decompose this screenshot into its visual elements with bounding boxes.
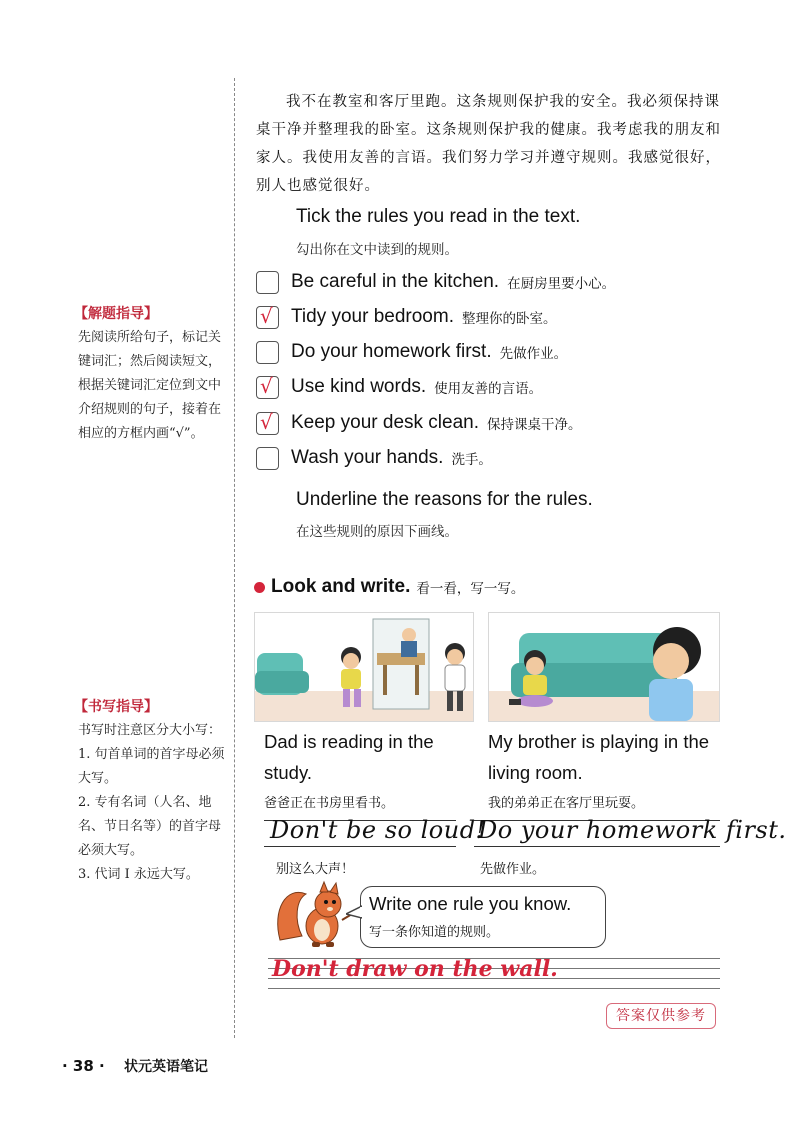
rule-en: Wash your hands. — [291, 447, 444, 468]
tick-mark: √ — [260, 409, 273, 434]
writing-intro: 书写时注意区分大小写： — [78, 723, 222, 738]
rule-cn: 先做作业。 — [499, 346, 568, 362]
writing-line — [474, 846, 720, 847]
underline-instruction-en: Underline the reasons for the rules. — [296, 489, 593, 510]
rule-en: Use kind words. — [291, 376, 427, 397]
rule-cn: 保持课桌干净。 — [487, 417, 582, 433]
speech-bubble — [360, 886, 606, 948]
rule-item — [256, 409, 582, 437]
rule-cn: 在厨房里要小心。 — [507, 276, 616, 292]
writing-item: 2. 专有名词（人名、地名、节日名等）的首字母必须大写。 — [78, 795, 222, 858]
look-write-heading — [254, 576, 524, 598]
underline-instruction-cn: 在这些规则的原因下画线。 — [296, 524, 458, 540]
rule-cn: 洗手。 — [451, 452, 492, 468]
chinese-paragraph: 我不在教室和客厅里跑。这条规则保护我的安全。我必须保持课桌干净并整理我的卧室。这条规则保护我的健康。我考虑我的朋友和家人。我使用友善的言语。我们努力学习并遵守规则。我感觉很好，别人也感觉很好。 — [256, 94, 721, 194]
tick-mark: √ — [260, 303, 273, 328]
write-one-cn: 写一条你知道的规则。 — [369, 925, 500, 940]
living-room-scene-icon — [489, 613, 719, 721]
rule-item — [256, 338, 567, 366]
rule-checkbox[interactable] — [256, 373, 279, 399]
rule-checkbox[interactable] — [256, 303, 279, 329]
column-divider — [234, 78, 235, 1038]
picture-1-answer[interactable]: Don't be so loud! — [270, 816, 486, 844]
writing-title: 【书写指导】 — [74, 699, 158, 715]
rule-en: Do your homework first. — [291, 341, 492, 362]
picture-2-answer[interactable]: Do your homework first. — [478, 816, 787, 844]
picture-1-answer-cn: 别这么大声！ — [276, 862, 355, 877]
rule-checkbox[interactable] — [256, 271, 279, 294]
bullet-dot-icon — [254, 582, 265, 593]
rule-item — [256, 268, 615, 296]
page-number: · 38 · — [62, 1057, 105, 1075]
tips-text: 先阅读所给句子，标记关键词汇；然后阅读短文，根据关键词汇定位到文中介绍规则的句子，接着在相应的方框内画“√”。 — [78, 330, 222, 441]
rule-en: Be careful in the kitchen. — [291, 271, 500, 292]
picture-2-caption-cn: 我的弟弟正在客厅里玩耍。 — [488, 796, 645, 811]
picture-2-answer-cn: 先做作业。 — [480, 862, 546, 877]
rule-answer[interactable]: Don't draw on the wall. — [272, 956, 558, 982]
rule-item — [256, 373, 542, 401]
tick-instruction-en: Tick the rules you read in the text. — [296, 206, 581, 227]
answer-reference-stamp: 答案仅供参考 — [606, 1003, 716, 1029]
picture-2-caption-en: My brother is playing in the living room. — [488, 731, 710, 783]
picture-1-caption-cn: 爸爸正在书房里看书。 — [264, 796, 395, 811]
writing-line — [268, 988, 720, 989]
writing-line — [264, 846, 456, 847]
writing-guide — [78, 719, 228, 887]
bubble-tail-icon — [346, 904, 362, 922]
rule-checkbox[interactable] — [256, 341, 279, 364]
tick-mark: √ — [260, 373, 273, 398]
rule-cn: 整理你的卧室。 — [461, 311, 557, 327]
rule-cn: 使用友善的言语。 — [434, 381, 543, 397]
living-room-illustration — [488, 612, 720, 722]
page-footer — [62, 1056, 208, 1076]
look-write-cn: 看一看，写一写。 — [416, 581, 525, 597]
rule-checkbox[interactable] — [256, 409, 279, 435]
write-one-en: Write one rule you know. — [369, 893, 572, 914]
picture-1-caption-en: Dad is reading in the study. — [264, 731, 434, 783]
rule-en: Tidy your bedroom. — [291, 306, 454, 327]
study-scene-icon — [255, 613, 473, 721]
writing-item: 1. 句首单词的首字母必须大写。 — [78, 747, 225, 786]
rule-item — [256, 303, 556, 331]
rule-en: Keep your desk clean. — [291, 412, 480, 433]
study-illustration — [254, 612, 474, 722]
tick-instruction-cn: 勾出你在文中读到的规则。 — [296, 242, 458, 258]
book-title: 状元英语笔记 — [123, 1059, 208, 1075]
rule-checkbox[interactable] — [256, 447, 279, 470]
writing-item: 3. 代词 I 永远大写。 — [78, 867, 199, 882]
rule-item — [256, 444, 492, 472]
look-write-en: Look and write. — [271, 576, 411, 597]
tips-title: 【解题指导】 — [74, 306, 158, 322]
